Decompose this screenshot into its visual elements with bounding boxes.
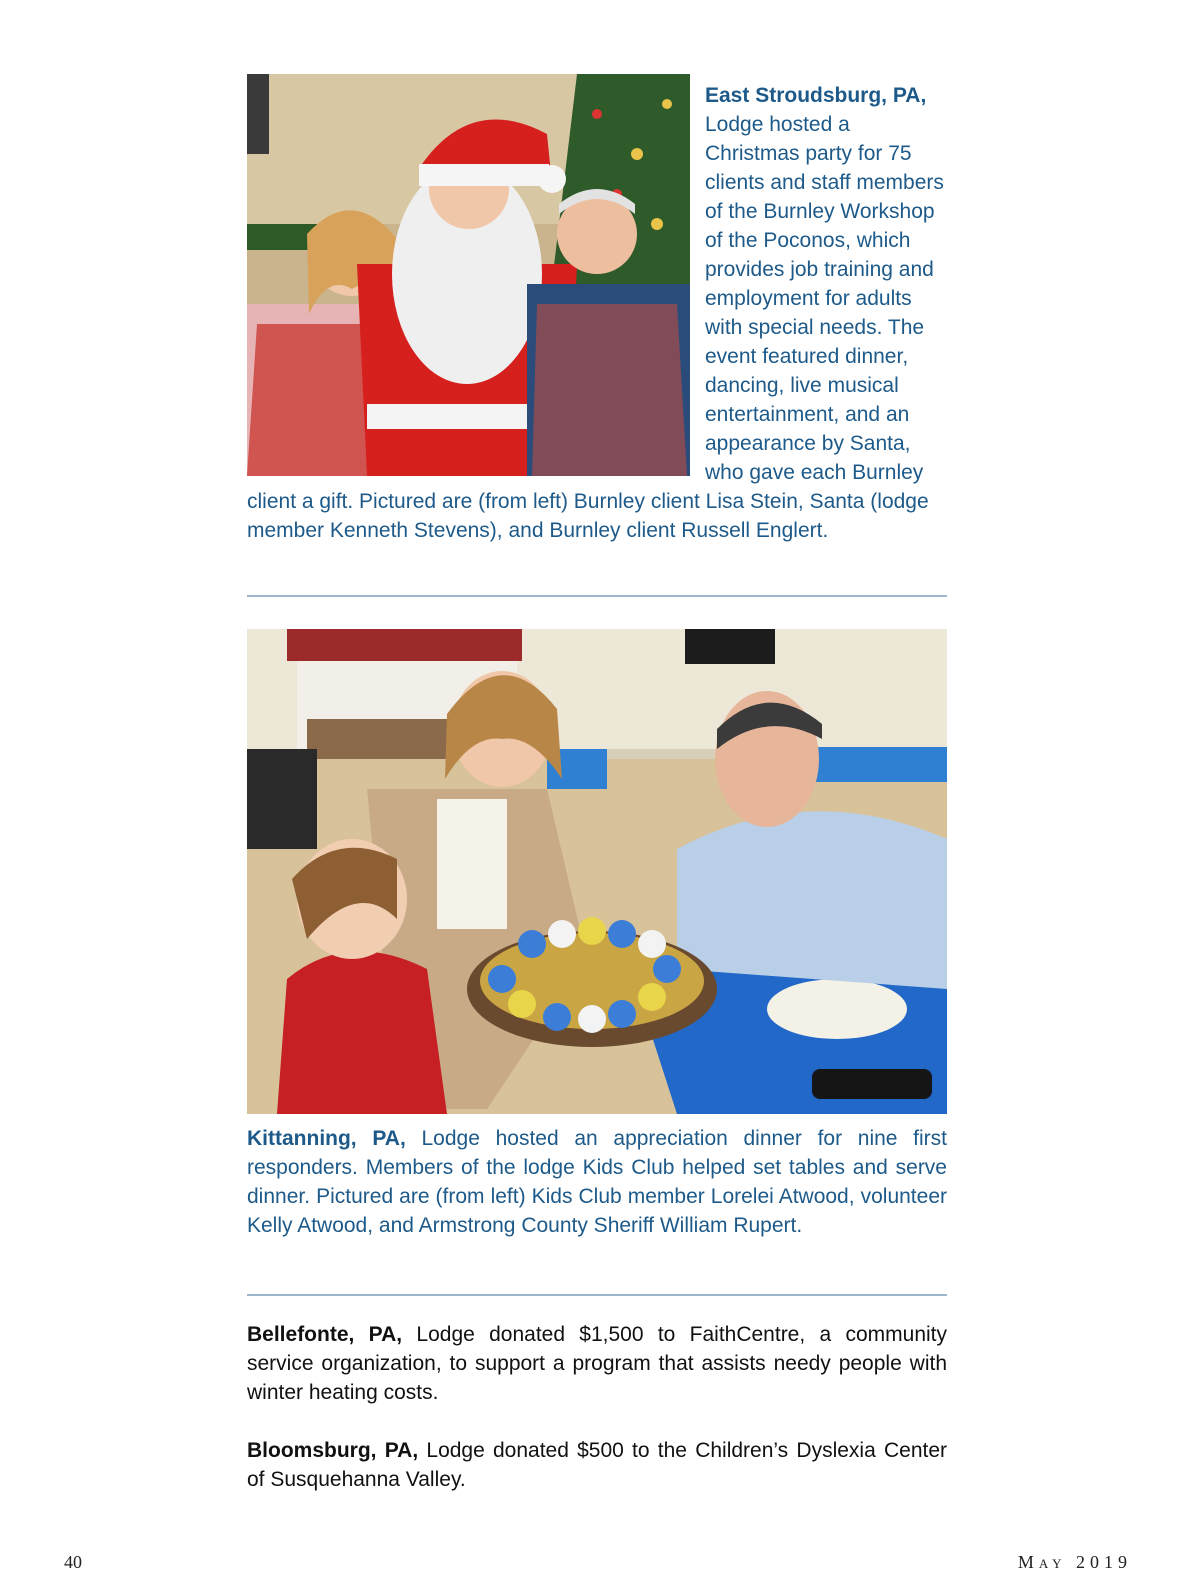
story-text: Lodge donated $1,500 to FaithCentre, a community service organization, to support a program that assists needy people with winter heating costs. [247,1323,947,1404]
story-bloomsburg [247,1436,947,1494]
section-divider [247,1294,947,1296]
story-place: Bloomsburg, PA, [247,1439,419,1462]
story-text: Lodge donated $500 to the Children’s Dyslexia Center of Susquehanna Valley. [247,1439,948,1491]
story-east-stroudsburg [247,81,947,545]
page-number: 40 [64,1552,82,1572]
story-place: Bellefonte, PA, [247,1323,403,1346]
story-place: Kittanning, PA, [247,1127,406,1150]
story-bellefonte [247,1320,947,1407]
story-kittanning [247,1124,947,1240]
story-place: East Stroudsburg, PA, [705,84,927,107]
story-text: Lodge hosted an appreciation dinner for nine first responders. Members of the lodge Kids Club helped set tables and serve dinner. Pictured are (from left) Kids Club member Lorelei Atwood, volunteer Kelly Atwood, and Armstrong County Sheriff William Rupert. [247,1127,947,1237]
issue-date: May 2019 [1017,1552,1132,1572]
photo-wrap-spacer [247,81,690,485]
photo-kittanning-dinner [247,629,947,1114]
section-divider [247,595,947,597]
story-text: Lodge hosted a Christmas party for 75 clients and staff members of the Burnley Workshop of the Poconos, which provides job training and employment for adults with special needs. The event featured dinner, dancing, live musical entertainment, and an appearance by Santa, who gave each Burnley client a gift. Pictured are (from left) Burnley client Lisa Stein, Santa (lodge member Kenneth Stevens), and Burnley client Russell Englert. [247,113,944,542]
